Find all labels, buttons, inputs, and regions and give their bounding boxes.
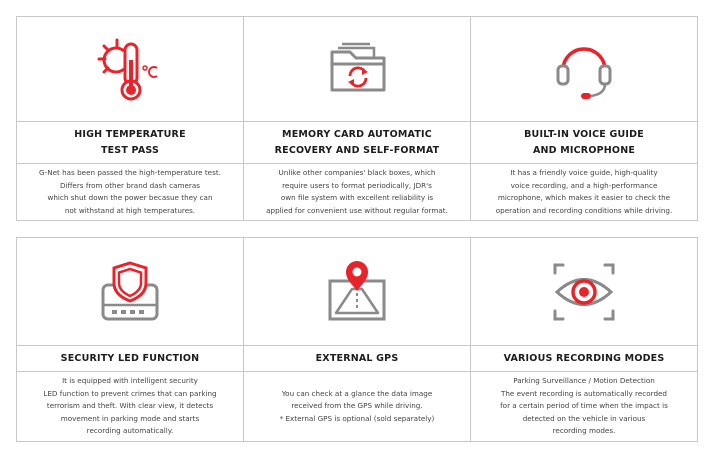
feature-title: MEMORY CARD AUTOMATIC RECOVERY AND SELF-FORMAT [274,128,440,156]
feature-description: Unlike other companies' black boxes, which require users to format periodically, JDR's own file system with excellent reliability is applied for convenient use without regular format. [266,168,448,215]
shield-led-icon [95,257,165,327]
feature-card-memory-card [244,17,471,220]
feature-title: SECURITY LED FUNCTION [60,352,200,364]
feature-description: It is equipped with intelligent security LED function to prevent crimes that can parking terrorism and theft. With clear view, it detects movement in parking mode and starts recording automatically. [43,376,217,436]
feature-title: EXTERNAL GPS [315,352,399,364]
folder-refresh-icon [322,34,392,104]
feature-card-voice-guide [471,17,697,220]
map-pin-icon [322,257,392,327]
feature-card-security-led [17,238,244,441]
feature-grid-top [16,16,698,221]
feature-description: You can check at a glance the data image received from the GPS while driving. * External GPS is optional (sold separately) [279,388,435,423]
feature-title: BUILT-IN VOICE GUIDE AND MICROPHONE [524,128,644,156]
feature-description: It has a friendly voice guide, high-quality voice recording, and a high-performance microphone, which makes it easier to check the operation and recording conditions while driving. [495,168,673,215]
feature-description: Parking Surveillance / Motion Detection The event recording is automatically recorded for a certain period of time when the impact is detected on the vehicle in various recording modes. [500,376,668,436]
feature-card-external-gps [244,238,471,441]
feature-title: VARIOUS RECORDING MODES [503,352,665,364]
eye-scan-icon [549,257,619,327]
feature-card-recording-modes [471,238,697,441]
thermometer-sun-icon [95,34,165,104]
headset-microphone-icon [549,34,619,104]
feature-card-high-temperature [17,17,244,220]
feature-grid-bottom [16,237,698,442]
feature-description: G-Net has been passed the high-temperature test. Differs from other brand dash cameras which shut down the power becasue they can not withstand at high temperatures. [39,168,221,215]
feature-title: HIGH TEMPERATURE TEST PASS [74,128,186,156]
